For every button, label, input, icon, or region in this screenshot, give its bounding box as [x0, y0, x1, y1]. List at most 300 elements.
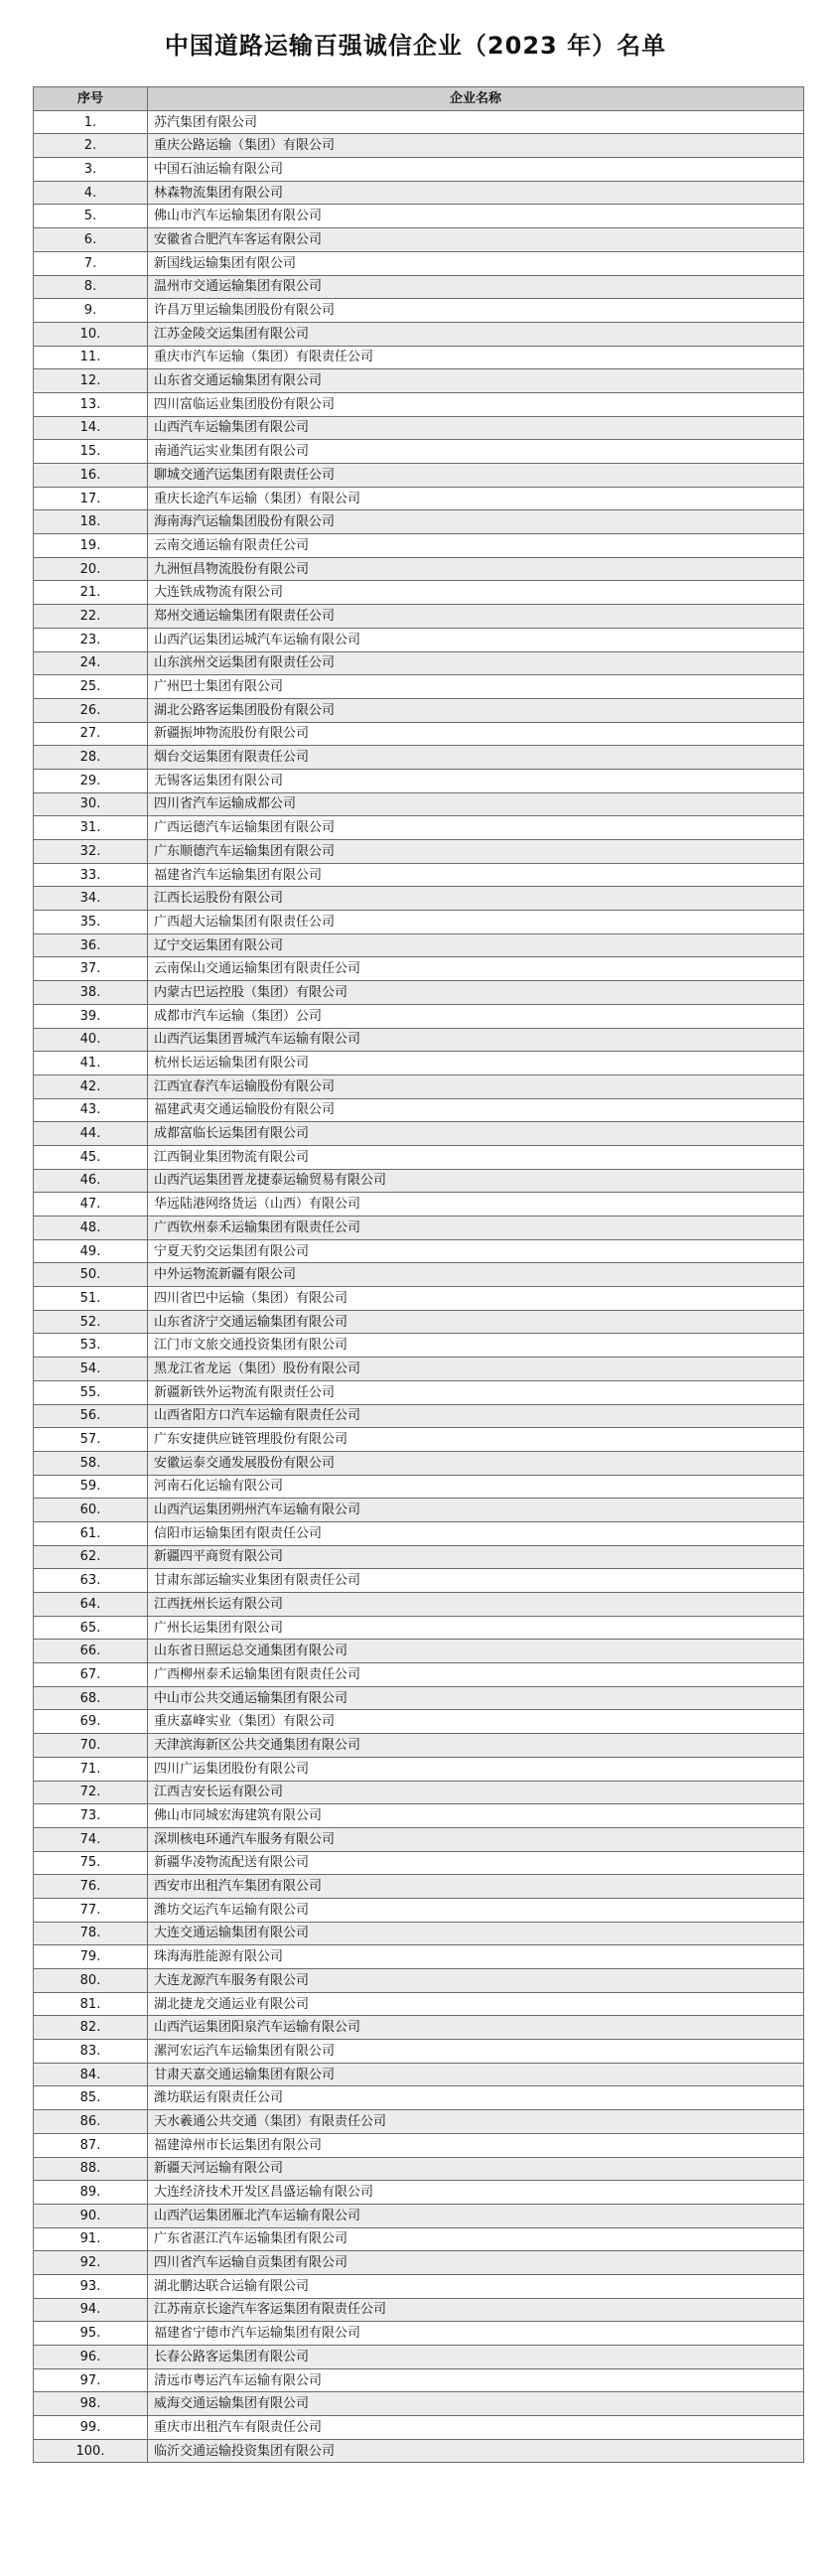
row-number: 20. [34, 557, 148, 581]
row-number: 38. [34, 981, 148, 1005]
row-number: 1. [34, 110, 148, 134]
table-row [34, 1098, 804, 1122]
row-number: 95. [34, 2322, 148, 2346]
row-number: 69. [34, 1710, 148, 1734]
table-row [34, 1616, 804, 1640]
table-row [34, 1428, 804, 1452]
company-name: 广东省湛江汽车运输集团有限公司 [148, 2227, 804, 2251]
company-name: 成都富临长运集团有限公司 [148, 1122, 804, 1146]
table-row [34, 416, 804, 440]
table-row [34, 464, 804, 488]
company-name: 辽宁交运集团有限公司 [148, 933, 804, 957]
table-row [34, 2322, 804, 2346]
table-row [34, 2086, 804, 2110]
company-table [33, 86, 804, 2463]
company-name: 佛山市同城宏海建筑有限公司 [148, 1804, 804, 1828]
row-number: 27. [34, 722, 148, 746]
company-name: 重庆长途汽车运输（集团）有限公司 [148, 487, 804, 510]
table-row [34, 605, 804, 629]
table-row [34, 722, 804, 746]
row-number: 100. [34, 2439, 148, 2463]
company-name: 福建漳州市长运集团有限公司 [148, 2133, 804, 2157]
company-name: 广州巴士集团有限公司 [148, 675, 804, 699]
row-number: 32. [34, 840, 148, 864]
row-number: 53. [34, 1334, 148, 1358]
column-header-no: 序号 [34, 87, 148, 111]
row-number: 81. [34, 1992, 148, 2016]
table-row [34, 1404, 804, 1428]
table-row [34, 816, 804, 840]
company-name: 西安市出租汽车集团有限公司 [148, 1875, 804, 1899]
row-number: 55. [34, 1380, 148, 1404]
row-number: 79. [34, 1945, 148, 1969]
company-name: 内蒙古巴运控股（集团）有限公司 [148, 981, 804, 1005]
company-name: 湖北公路客运集团股份有限公司 [148, 698, 804, 722]
company-name: 山西省阳方口汽车运输有限责任公司 [148, 1404, 804, 1428]
table-row [34, 322, 804, 346]
table-row [34, 1686, 804, 1710]
table-row [34, 228, 804, 252]
row-number: 6. [34, 228, 148, 252]
row-number: 82. [34, 2016, 148, 2040]
table-row [34, 1052, 804, 1075]
table-row [34, 534, 804, 558]
row-number: 86. [34, 2110, 148, 2134]
company-name: 佛山市汽车运输集团有限公司 [148, 205, 804, 228]
table-row [34, 2416, 804, 2440]
table-row [34, 2040, 804, 2064]
table-row [34, 957, 804, 981]
table-row [34, 392, 804, 416]
row-number: 77. [34, 1898, 148, 1922]
company-name: 潍坊联运有限责任公司 [148, 2086, 804, 2110]
row-number: 68. [34, 1686, 148, 1710]
row-number: 63. [34, 1569, 148, 1593]
row-number: 92. [34, 2251, 148, 2275]
table-row [34, 1122, 804, 1146]
row-number: 66. [34, 1640, 148, 1663]
company-name: 新疆四平商贸有限公司 [148, 1545, 804, 1569]
row-number: 54. [34, 1358, 148, 1381]
table-row [34, 369, 804, 393]
row-number: 99. [34, 2416, 148, 2440]
table-row [34, 1216, 804, 1240]
row-number: 19. [34, 534, 148, 558]
table-row [34, 1028, 804, 1052]
row-number: 62. [34, 1545, 148, 1569]
row-number: 67. [34, 1663, 148, 1687]
company-name: 云南交通运输有限责任公司 [148, 534, 804, 558]
company-name: 山西汽车运输集团有限公司 [148, 416, 804, 440]
row-number: 48. [34, 1216, 148, 1240]
table-row [34, 911, 804, 934]
table-row [34, 863, 804, 887]
table-row [34, 1922, 804, 1945]
row-number: 65. [34, 1616, 148, 1640]
company-name: 苏汽集团有限公司 [148, 110, 804, 134]
company-name: 四川广运集团股份有限公司 [148, 1757, 804, 1781]
company-name: 山西汽运集团晋龙捷泰运输贸易有限公司 [148, 1169, 804, 1193]
company-name: 杭州长运运输集团有限公司 [148, 1052, 804, 1075]
company-name: 林森物流集团有限公司 [148, 181, 804, 205]
company-name: 四川省汽车运输成都公司 [148, 792, 804, 816]
company-name: 漯河宏运汽车运输集团有限公司 [148, 2040, 804, 2064]
row-number: 89. [34, 2181, 148, 2205]
company-name: 山西汽运集团阳泉汽车运输有限公司 [148, 2016, 804, 2040]
row-number: 5. [34, 205, 148, 228]
company-name: 华远陆港网络货运（山西）有限公司 [148, 1193, 804, 1216]
table-row [34, 1074, 804, 1098]
row-number: 83. [34, 2040, 148, 2064]
table-row [34, 2181, 804, 2205]
company-name: 威海交通运输集团有限公司 [148, 2392, 804, 2416]
table-row [34, 981, 804, 1005]
table-row [34, 110, 804, 134]
table-row [34, 1451, 804, 1475]
table-row [34, 2298, 804, 2322]
company-name: 重庆市汽车运输（集团）有限责任公司 [148, 346, 804, 369]
row-number: 64. [34, 1593, 148, 1617]
row-number: 51. [34, 1287, 148, 1311]
company-name: 广西超大运输集团有限责任公司 [148, 911, 804, 934]
company-name: 烟台交运集团有限责任公司 [148, 746, 804, 770]
table-row [34, 2346, 804, 2369]
company-name: 江西铜业集团物流有限公司 [148, 1145, 804, 1169]
table-row [34, 275, 804, 299]
company-name: 广东顺德汽车运输集团有限公司 [148, 840, 804, 864]
row-number: 94. [34, 2298, 148, 2322]
row-number: 91. [34, 2227, 148, 2251]
row-number: 21. [34, 581, 148, 605]
company-name: 清远市粤运汽车运输有限公司 [148, 2368, 804, 2392]
table-row [34, 1310, 804, 1334]
table-row [34, 205, 804, 228]
row-number: 15. [34, 440, 148, 464]
row-number: 11. [34, 346, 148, 369]
table-row [34, 158, 804, 182]
table-row [34, 487, 804, 510]
row-number: 88. [34, 2157, 148, 2181]
table-body [34, 110, 804, 2463]
row-number: 57. [34, 1428, 148, 1452]
table-row [34, 1287, 804, 1311]
row-number: 37. [34, 957, 148, 981]
table-row [34, 251, 804, 275]
table-row [34, 1193, 804, 1216]
row-number: 40. [34, 1028, 148, 1052]
table-row [34, 1945, 804, 1969]
table-row [34, 1593, 804, 1617]
row-number: 3. [34, 158, 148, 182]
company-name: 无锡客运集团有限公司 [148, 769, 804, 792]
row-number: 90. [34, 2204, 148, 2227]
table-row [34, 1521, 804, 1545]
company-name: 江西长运股份有限公司 [148, 887, 804, 911]
table-row [34, 2251, 804, 2275]
row-number: 16. [34, 464, 148, 488]
table-row [34, 2133, 804, 2157]
company-name: 山西汽运集团晋城汽车运输有限公司 [148, 1028, 804, 1052]
row-number: 73. [34, 1804, 148, 1828]
table-row [34, 1640, 804, 1663]
company-name: 中国石油运输有限公司 [148, 158, 804, 182]
row-number: 41. [34, 1052, 148, 1075]
row-number: 14. [34, 416, 148, 440]
company-name: 重庆嘉峰实业（集团）有限公司 [148, 1710, 804, 1734]
row-number: 72. [34, 1781, 148, 1804]
row-number: 31. [34, 816, 148, 840]
table-row [34, 2016, 804, 2040]
company-name: 珠海海胜能源有限公司 [148, 1945, 804, 1969]
company-name: 山东省日照运总交通集团有限公司 [148, 1640, 804, 1663]
row-number: 12. [34, 369, 148, 393]
company-name: 江西抚州长运有限公司 [148, 1593, 804, 1617]
column-header-name: 企业名称 [148, 87, 804, 111]
table-row [34, 887, 804, 911]
company-name: 安徽运泰交通发展股份有限公司 [148, 1451, 804, 1475]
row-number: 28. [34, 746, 148, 770]
row-number: 23. [34, 628, 148, 651]
row-number: 59. [34, 1475, 148, 1499]
table-row [34, 1898, 804, 1922]
row-number: 36. [34, 933, 148, 957]
company-name: 郑州交通运输集团有限责任公司 [148, 605, 804, 629]
table-row [34, 840, 804, 864]
table-row [34, 2204, 804, 2227]
company-name: 潍坊交运汽车运输有限公司 [148, 1898, 804, 1922]
company-name: 四川省巴中运输（集团）有限公司 [148, 1287, 804, 1311]
company-name: 九洲恒昌物流股份有限公司 [148, 557, 804, 581]
table-row [34, 581, 804, 605]
company-name: 许昌万里运输集团股份有限公司 [148, 299, 804, 323]
table-row [34, 1734, 804, 1758]
table-row [34, 2392, 804, 2416]
company-name: 山东省交通运输集团有限公司 [148, 369, 804, 393]
table-row [34, 1475, 804, 1499]
company-name: 南通汽运实业集团有限公司 [148, 440, 804, 464]
table-header-row [34, 87, 804, 111]
table-row [34, 510, 804, 534]
company-name: 山西汽运集团运城汽车运输有限公司 [148, 628, 804, 651]
table-row [34, 346, 804, 369]
row-number: 2. [34, 134, 148, 158]
table-row [34, 769, 804, 792]
table-row [34, 2274, 804, 2298]
row-number: 46. [34, 1169, 148, 1193]
row-number: 52. [34, 1310, 148, 1334]
company-name: 黑龙江省龙运（集团）股份有限公司 [148, 1358, 804, 1381]
company-name: 江门市文旅交通投资集团有限公司 [148, 1334, 804, 1358]
company-name: 江西宜春汽车运输股份有限公司 [148, 1074, 804, 1098]
table-row [34, 2439, 804, 2463]
company-name: 广州长运集团有限公司 [148, 1616, 804, 1640]
row-number: 56. [34, 1404, 148, 1428]
company-name: 广西钦州泰禾运输集团有限责任公司 [148, 1216, 804, 1240]
company-name: 山东省济宁交通运输集团有限公司 [148, 1310, 804, 1334]
table-row [34, 746, 804, 770]
company-name: 天水羲通公共交通（集团）有限责任公司 [148, 2110, 804, 2134]
row-number: 49. [34, 1239, 148, 1263]
table-row [34, 698, 804, 722]
row-number: 17. [34, 487, 148, 510]
table-row [34, 1663, 804, 1687]
row-number: 34. [34, 887, 148, 911]
table-row [34, 1875, 804, 1899]
company-name: 广西柳州泰禾运输集团有限责任公司 [148, 1663, 804, 1687]
company-name: 聊城交通汽运集团有限责任公司 [148, 464, 804, 488]
table-row [34, 1263, 804, 1287]
row-number: 70. [34, 1734, 148, 1758]
company-name: 中山市公共交通运输集团有限公司 [148, 1686, 804, 1710]
row-number: 45. [34, 1145, 148, 1169]
row-number: 50. [34, 1263, 148, 1287]
company-name: 重庆市出租汽车有限责任公司 [148, 2416, 804, 2440]
company-name: 山西汽运集团雁北汽车运输有限公司 [148, 2204, 804, 2227]
table-row [34, 1781, 804, 1804]
company-name: 成都市汽车运输（集团）公司 [148, 1004, 804, 1028]
company-name: 天津滨海新区公共交通集团有限公司 [148, 1734, 804, 1758]
row-number: 18. [34, 510, 148, 534]
table-row [34, 1710, 804, 1734]
company-name: 深圳核电环通汽车服务有限公司 [148, 1827, 804, 1851]
company-name: 新疆天河运输有限公司 [148, 2157, 804, 2181]
row-number: 10. [34, 322, 148, 346]
company-name: 福建武夷交通运输股份有限公司 [148, 1098, 804, 1122]
row-number: 39. [34, 1004, 148, 1028]
company-name: 甘肃东部运输实业集团有限责任公司 [148, 1569, 804, 1593]
company-name: 甘肃天嘉交通运输集团有限公司 [148, 2063, 804, 2086]
table-row [34, 181, 804, 205]
row-number: 85. [34, 2086, 148, 2110]
row-number: 25. [34, 675, 148, 699]
row-number: 24. [34, 651, 148, 675]
table-row [34, 2110, 804, 2134]
row-number: 43. [34, 1098, 148, 1122]
row-number: 93. [34, 2274, 148, 2298]
table-row [34, 2063, 804, 2086]
table-row [34, 1380, 804, 1404]
row-number: 7. [34, 251, 148, 275]
company-name: 长春公路客运集团有限公司 [148, 2346, 804, 2369]
table-row [34, 440, 804, 464]
table-row [34, 1969, 804, 1993]
company-name: 新国线运输集团有限公司 [148, 251, 804, 275]
company-name: 湖北鹏达联合运输有限公司 [148, 2274, 804, 2298]
table-row [34, 1992, 804, 2016]
table-row [34, 651, 804, 675]
table-row [34, 1804, 804, 1828]
company-name: 信阳市运输集团有限责任公司 [148, 1521, 804, 1545]
company-name: 河南石化运输有限公司 [148, 1475, 804, 1499]
table-row [34, 299, 804, 323]
row-number: 4. [34, 181, 148, 205]
company-name: 中外运物流新疆有限公司 [148, 1263, 804, 1287]
table-row [34, 2227, 804, 2251]
company-name: 江苏南京长途汽车客运集团有限责任公司 [148, 2298, 804, 2322]
company-name: 江苏金陵交运集团有限公司 [148, 322, 804, 346]
row-number: 61. [34, 1521, 148, 1545]
table-row [34, 1358, 804, 1381]
company-name: 广东安捷供应链管理股份有限公司 [148, 1428, 804, 1452]
company-name: 福建省汽车运输集团有限公司 [148, 863, 804, 887]
table-row [34, 557, 804, 581]
table-row [34, 1827, 804, 1851]
table-row [34, 675, 804, 699]
row-number: 35. [34, 911, 148, 934]
company-name: 大连铁成物流有限公司 [148, 581, 804, 605]
row-number: 96. [34, 2346, 148, 2369]
company-name: 临沂交通运输投资集团有限公司 [148, 2439, 804, 2463]
company-name: 新疆新铁外运物流有限责任公司 [148, 1380, 804, 1404]
company-name: 山西汽运集团朔州汽车运输有限公司 [148, 1499, 804, 1522]
row-number: 22. [34, 605, 148, 629]
row-number: 47. [34, 1193, 148, 1216]
company-name: 大连龙源汽车服务有限公司 [148, 1969, 804, 1993]
table-row [34, 1569, 804, 1593]
company-name: 山东滨州交运集团有限责任公司 [148, 651, 804, 675]
table-row [34, 1145, 804, 1169]
row-number: 84. [34, 2063, 148, 2086]
company-name: 湖北捷龙交通运业有限公司 [148, 1992, 804, 2016]
row-number: 42. [34, 1074, 148, 1098]
company-name: 四川省汽车运输自贡集团有限公司 [148, 2251, 804, 2275]
row-number: 29. [34, 769, 148, 792]
company-name: 大连经济技术开发区昌盛运输有限公司 [148, 2181, 804, 2205]
row-number: 97. [34, 2368, 148, 2392]
company-name: 江西吉安长运有限公司 [148, 1781, 804, 1804]
table-row [34, 1757, 804, 1781]
row-number: 58. [34, 1451, 148, 1475]
row-number: 30. [34, 792, 148, 816]
row-number: 8. [34, 275, 148, 299]
row-number: 74. [34, 1827, 148, 1851]
table-row [34, 933, 804, 957]
table-row [34, 1169, 804, 1193]
company-name: 新疆华凌物流配送有限公司 [148, 1851, 804, 1875]
company-name: 安徽省合肥汽车客运有限公司 [148, 228, 804, 252]
row-number: 71. [34, 1757, 148, 1781]
table-row [34, 2368, 804, 2392]
company-name: 广西运德汽车运输集团有限公司 [148, 816, 804, 840]
row-number: 75. [34, 1851, 148, 1875]
table-row [34, 1545, 804, 1569]
table-row [34, 792, 804, 816]
table-row [34, 134, 804, 158]
company-name: 重庆公路运输（集团）有限公司 [148, 134, 804, 158]
table-row [34, 1851, 804, 1875]
row-number: 98. [34, 2392, 148, 2416]
row-number: 26. [34, 698, 148, 722]
company-name: 温州市交通运输集团有限公司 [148, 275, 804, 299]
company-name: 海南海汽运输集团股份有限公司 [148, 510, 804, 534]
table-row [34, 1239, 804, 1263]
row-number: 80. [34, 1969, 148, 1993]
row-number: 87. [34, 2133, 148, 2157]
company-name: 新疆振坤物流股份有限公司 [148, 722, 804, 746]
page-title: 中国道路运输百强诚信企业（2023 年）名单 [164, 32, 667, 60]
table-row [34, 628, 804, 651]
company-name: 宁夏天豹交运集团有限公司 [148, 1239, 804, 1263]
table-row [34, 1334, 804, 1358]
table-row [34, 1499, 804, 1522]
company-name: 四川富临运业集团股份有限公司 [148, 392, 804, 416]
row-number: 33. [34, 863, 148, 887]
row-number: 44. [34, 1122, 148, 1146]
company-name: 大连交通运输集团有限公司 [148, 1922, 804, 1945]
table-row [34, 2157, 804, 2181]
table-row [34, 1004, 804, 1028]
row-number: 13. [34, 392, 148, 416]
